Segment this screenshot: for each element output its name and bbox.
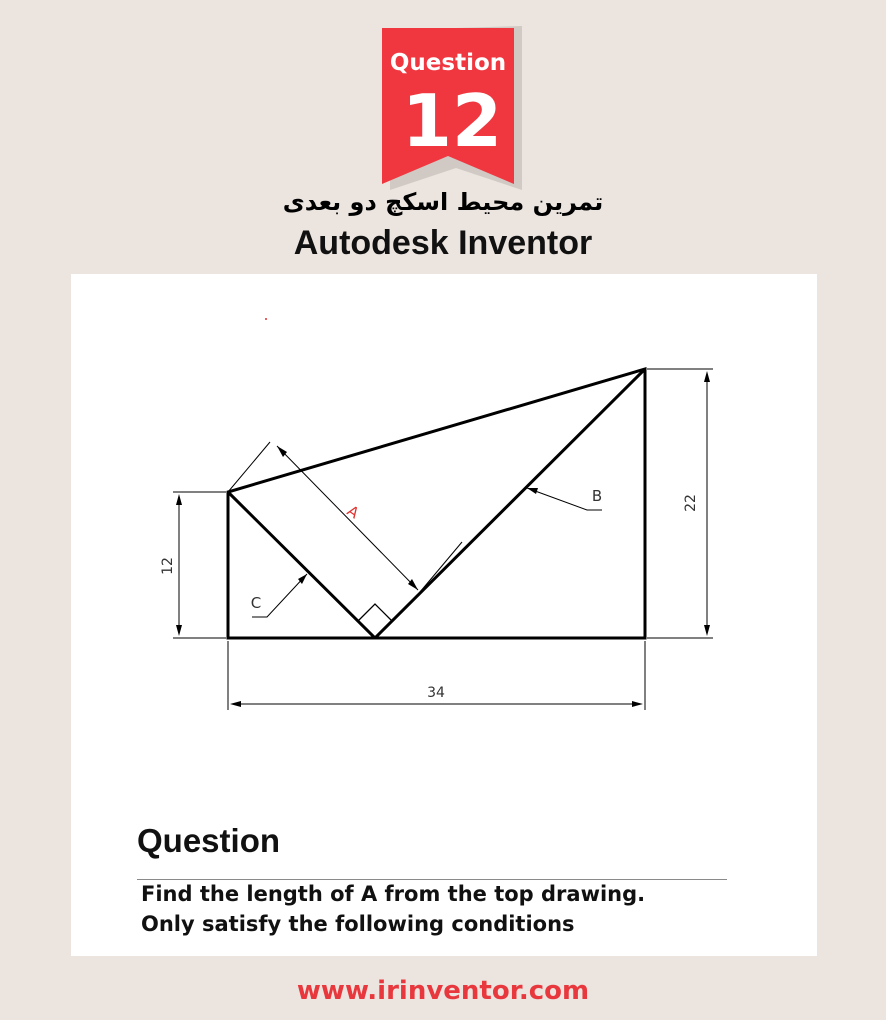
dim-right-value: 22 <box>683 494 699 512</box>
exercise-card <box>71 274 817 956</box>
right-angle-marker <box>358 604 392 621</box>
title-english: Autodesk Inventor <box>293 224 593 262</box>
dim-left <box>173 492 226 638</box>
question-line-1: Find the length of A from the top drawing. <box>141 882 646 906</box>
question-line-2: Only satisfy the following conditions <box>141 912 575 936</box>
question-divider <box>137 879 727 880</box>
title-persian: تمرین محیط اسکچ دو بعدی <box>282 188 604 216</box>
dim-left-value: 12 <box>160 557 176 575</box>
label-a: A <box>343 501 363 523</box>
label-c: C <box>250 594 262 612</box>
dim-bottom-value: 34 <box>427 685 445 701</box>
footer-website-link[interactable]: www.irinventor.com <box>296 976 590 1006</box>
label-b: B <box>591 487 603 505</box>
badge-number: 12 <box>401 79 503 163</box>
leader-b <box>527 488 602 510</box>
outline-shape <box>228 369 645 638</box>
dim-right <box>647 369 713 638</box>
question-heading: Question <box>137 822 281 859</box>
question-badge <box>0 0 886 200</box>
badge-label: Question <box>389 50 507 76</box>
